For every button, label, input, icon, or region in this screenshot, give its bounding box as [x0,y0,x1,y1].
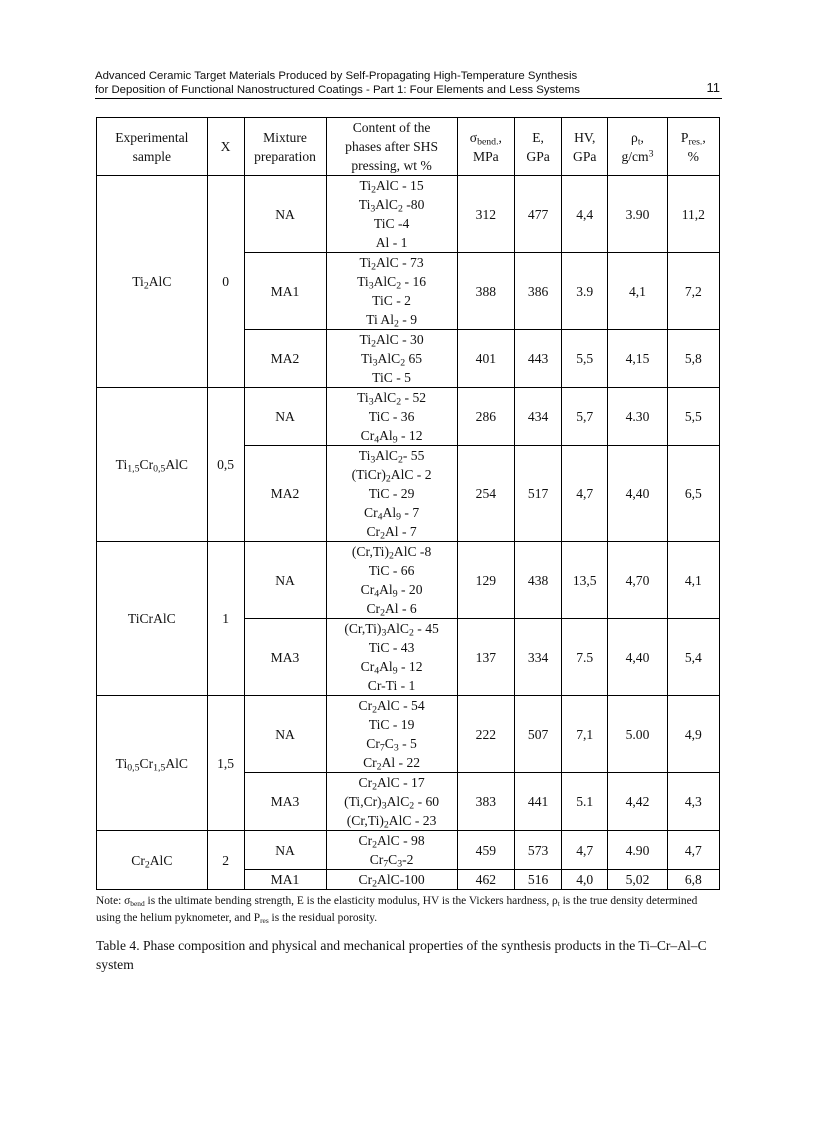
table-body [97,176,720,890]
cell-rho: 5.00 [608,696,667,773]
cell-preparation: MA1 [244,253,326,330]
cell-hv: 4,7 [562,446,608,542]
cell-x: 1 [207,542,244,696]
phase-entry: $Cr_4Al_9 - 7$ [364,505,420,523]
cell-rho: 4,70 [608,542,667,619]
cell-p-res: 11,2 [667,176,719,253]
cell-rho: 4,15 [608,330,667,388]
cell-rho: 4,1 [608,253,667,330]
sigma-subscript: bend. [477,135,499,147]
phase-entry: $(Cr,Ti)_3AlC_2 - 45$ [344,621,439,639]
cell-rho: 4.90 [608,831,667,870]
phase-entry: $Cr_4Al_9 - 12$ [360,659,423,677]
col-header-mixture-line: Mixture [263,129,307,145]
cell-sample: $Ti_{0,5}Cr_{1,5}AlC$ [97,696,208,831]
col-header-content-line: phases after SHS [345,139,439,154]
cell-sigma-bend: 388 [457,253,514,330]
phase-entry: Cr-Ti - 1 [367,678,416,693]
cell-e: 434 [515,388,562,446]
phase-entry: TiC - 19 [368,717,415,732]
phase-entry: $(Cr,Ti)_2AlC - 23$ [346,813,437,831]
cell-preparation: MA3 [244,773,326,831]
cell-preparation: NA [244,696,326,773]
cell-rho: 3.90 [608,176,667,253]
cell-hv: 4,7 [562,831,608,870]
cell-phases [326,696,457,773]
phase-entry: $Ti_3AlC_2-$ 55 [358,448,425,466]
col-header-sample [97,118,208,176]
phase-entry: $Ti_3AlC_2 - 52$ [357,390,427,408]
phase-entry: TiC - 66 [368,563,415,578]
e-symbol: E, [532,129,544,145]
pres-subscript: res. [688,135,703,147]
hv-unit: GPa [573,148,597,164]
cell-phases [326,253,457,330]
running-header [95,69,722,97]
cell-hv: 4,0 [562,870,608,890]
table-row [97,696,720,773]
cell-sample: TiCrAlC [97,542,208,696]
cell-phases [326,773,457,831]
cell-rho: 4,40 [608,446,667,542]
rho-symbol: ρ [631,129,638,145]
cell-sample: $Cr_2AlC$ [97,831,208,890]
phase-entry: $Cr_4Al_9 - 20$ [360,582,423,600]
sigma-unit: MPa [473,148,499,164]
cell-sample: $Ti_{1,5}Cr_{0,5}AlC$ [97,388,208,542]
phase-entry: TiC - 43 [368,640,415,655]
phase-entry: $(Ti,Cr)_3AlC_2 - 60$ [344,794,440,812]
col-header-hv [562,118,608,176]
phase-entry: TiC -4 [373,216,410,231]
pres-suffix: , [702,129,706,145]
phase-entry: $Cr_7C_3-2$ [369,852,414,870]
cell-sigma-bend: 254 [457,446,514,542]
phase-entry: TiC - 5 [372,370,411,385]
phase-entry: TiC - 36 [368,409,415,424]
cell-phases [326,870,457,890]
cell-rho: 5,02 [608,870,667,890]
table-row [97,388,720,446]
table-row [97,542,720,619]
col-header-content [326,118,457,176]
cell-hv: 7,1 [562,696,608,773]
cell-preparation: NA [244,542,326,619]
cell-p-res: 5,4 [667,619,719,696]
cell-hv: 5,5 [562,330,608,388]
cell-p-res: 4,3 [667,773,719,831]
phase-entry: $Cr_2AlC - 17$ [358,775,425,793]
cell-x: 0,5 [207,388,244,542]
cell-p-res: 5,8 [667,330,719,388]
phase-entry: $Cr_7C_3 - 5$ [366,736,417,754]
phase-entry: $Cr_4Al_9 - 12$ [360,428,423,446]
cell-x: 0 [207,176,244,388]
cell-sigma-bend: 459 [457,831,514,870]
col-header-content-line: Content of the [352,120,431,135]
phase-entry: $Ti_2AlC - 30$ [359,332,424,350]
cell-e: 441 [515,773,562,831]
col-header-p-res [667,118,719,176]
col-header-e [515,118,562,176]
cell-phases [326,542,457,619]
table-row [97,176,720,253]
cell-e: 573 [515,831,562,870]
running-header-line-1: Advanced Ceramic Target Materials Produced by Self-Propagating High-Temperature Synthesis [95,70,578,82]
cell-hv: 5,7 [562,388,608,446]
cell-preparation: NA [244,388,326,446]
cell-hv: 13,5 [562,542,608,619]
cell-sigma-bend: 401 [457,330,514,388]
col-header-rho [608,118,667,176]
cell-e: 443 [515,330,562,388]
cell-p-res: 4,9 [667,696,719,773]
cell-preparation: MA1 [244,870,326,890]
col-header-content-line: pressing, wt % [351,158,432,173]
pres-symbol: P [680,129,689,145]
phase-entry: $Ti_3AlC_2 - 16$ [357,274,427,292]
phase-entry: $(TiCr)_2AlC - 2$ [351,467,432,485]
e-unit: GPa [526,148,550,164]
running-header-line-2: for Deposition of Functional Nanostructured Coatings - Part 1: Four Elements and Less Systems [95,84,580,96]
cell-preparation: MA2 [244,330,326,388]
phase-entry: $Ti_3AlC_2$ 65 [361,351,423,369]
cell-phases [326,446,457,542]
cell-sigma-bend: 462 [457,870,514,890]
cell-sigma-bend: 312 [457,176,514,253]
cell-sigma-bend: 286 [457,388,514,446]
cell-p-res: 5,5 [667,388,719,446]
cell-p-res: 6,8 [667,870,719,890]
cell-phases [326,388,457,446]
cell-rho: 4,42 [608,773,667,831]
properties-table [96,117,720,890]
sigma-symbol: σ [469,129,478,145]
cell-hv: 5.1 [562,773,608,831]
phase-entry: $Cr_2Al - 22$ [363,755,421,773]
cell-sample: $Ti_2AlC$ [97,176,208,388]
phase-entry: $Cr_2Al - 7$ [366,524,417,542]
cell-sigma-bend: 137 [457,619,514,696]
cell-p-res: 4,1 [667,542,719,619]
table-header-row [97,118,720,176]
cell-sigma-bend: 383 [457,773,514,831]
cell-e: 334 [515,619,562,696]
col-header-x: X [207,118,244,176]
phase-entry: TiC - 29 [368,486,415,501]
cell-p-res: 4,7 [667,831,719,870]
cell-preparation: NA [244,831,326,870]
cell-hv: 7.5 [562,619,608,696]
cell-p-res: 6,5 [667,446,719,542]
col-header-mixture [244,118,326,176]
cell-e: 386 [515,253,562,330]
phase-entry: Ti $Al_2 - 9$ [366,312,418,330]
cell-phases [326,330,457,388]
header-rule [95,98,722,99]
cell-sigma-bend: 129 [457,542,514,619]
cell-preparation: MA2 [244,446,326,542]
phase-entry: $Cr_2AlC-100$ [358,872,425,890]
col-header-sample-line: Experimental [115,129,189,145]
rho-unit: g/cm [621,148,649,164]
phase-entry: $Ti_2AlC - 15$ [359,178,424,196]
phase-entry: Al - 1 [375,235,408,250]
cell-e: 516 [515,870,562,890]
cell-phases [326,176,457,253]
cell-rho: 4.30 [608,388,667,446]
cell-x: 1,5 [207,696,244,831]
cell-preparation: NA [244,176,326,253]
cell-phases [326,619,457,696]
phase-entry: TiC - 2 [372,293,411,308]
hv-symbol: HV, [574,129,596,145]
cell-e: 507 [515,696,562,773]
cell-e: 517 [515,446,562,542]
cell-p-res: 7,2 [667,253,719,330]
cell-e: 477 [515,176,562,253]
sigma-suffix: , [498,129,502,145]
cell-sigma-bend: 222 [457,696,514,773]
cell-hv: 3.9 [562,253,608,330]
col-header-mixture-line: preparation [254,148,316,164]
rho-suffix: , [640,129,644,145]
phase-entry: $(Cr,Ti)_2AlC$ -8 [351,544,432,562]
table-row [97,831,720,870]
table-caption: Table 4. Phase composition and physical and mechanical properties of the synthesis products in the Ti–Cr–Al–C system [96,938,707,972]
table-note: Note: $\sigma_{bend}$ is the ultimate bending strength, E is the elasticity modulus, HV is the Vickers hardness, $\rho_t$ is the true density determined using the helium pyknometer, and $P_{res}$ is the residual porosity. [96,895,698,925]
rho-subscript: t [637,135,641,147]
phase-entry: $Ti_2AlC - 73$ [359,255,424,273]
rho-unit-exponent: 3 [648,148,654,160]
pres-unit: % [687,148,699,164]
cell-hv: 4,4 [562,176,608,253]
col-header-sample-line: sample [132,148,172,164]
phase-entry: $Cr_2Al - 6$ [366,601,417,619]
col-header-sigma-bend [457,118,514,176]
cell-x: 2 [207,831,244,890]
cell-rho: 4,40 [608,619,667,696]
cell-preparation: MA3 [244,619,326,696]
phase-entry: $Ti_3AlC_2$ -80 [358,197,425,215]
phase-entry: $Cr_2AlC - 54$ [358,698,425,716]
page-number: 11 [706,80,720,95]
phase-entry: $Cr_2AlC - 98$ [358,833,425,851]
cell-e: 438 [515,542,562,619]
cell-phases [326,831,457,870]
